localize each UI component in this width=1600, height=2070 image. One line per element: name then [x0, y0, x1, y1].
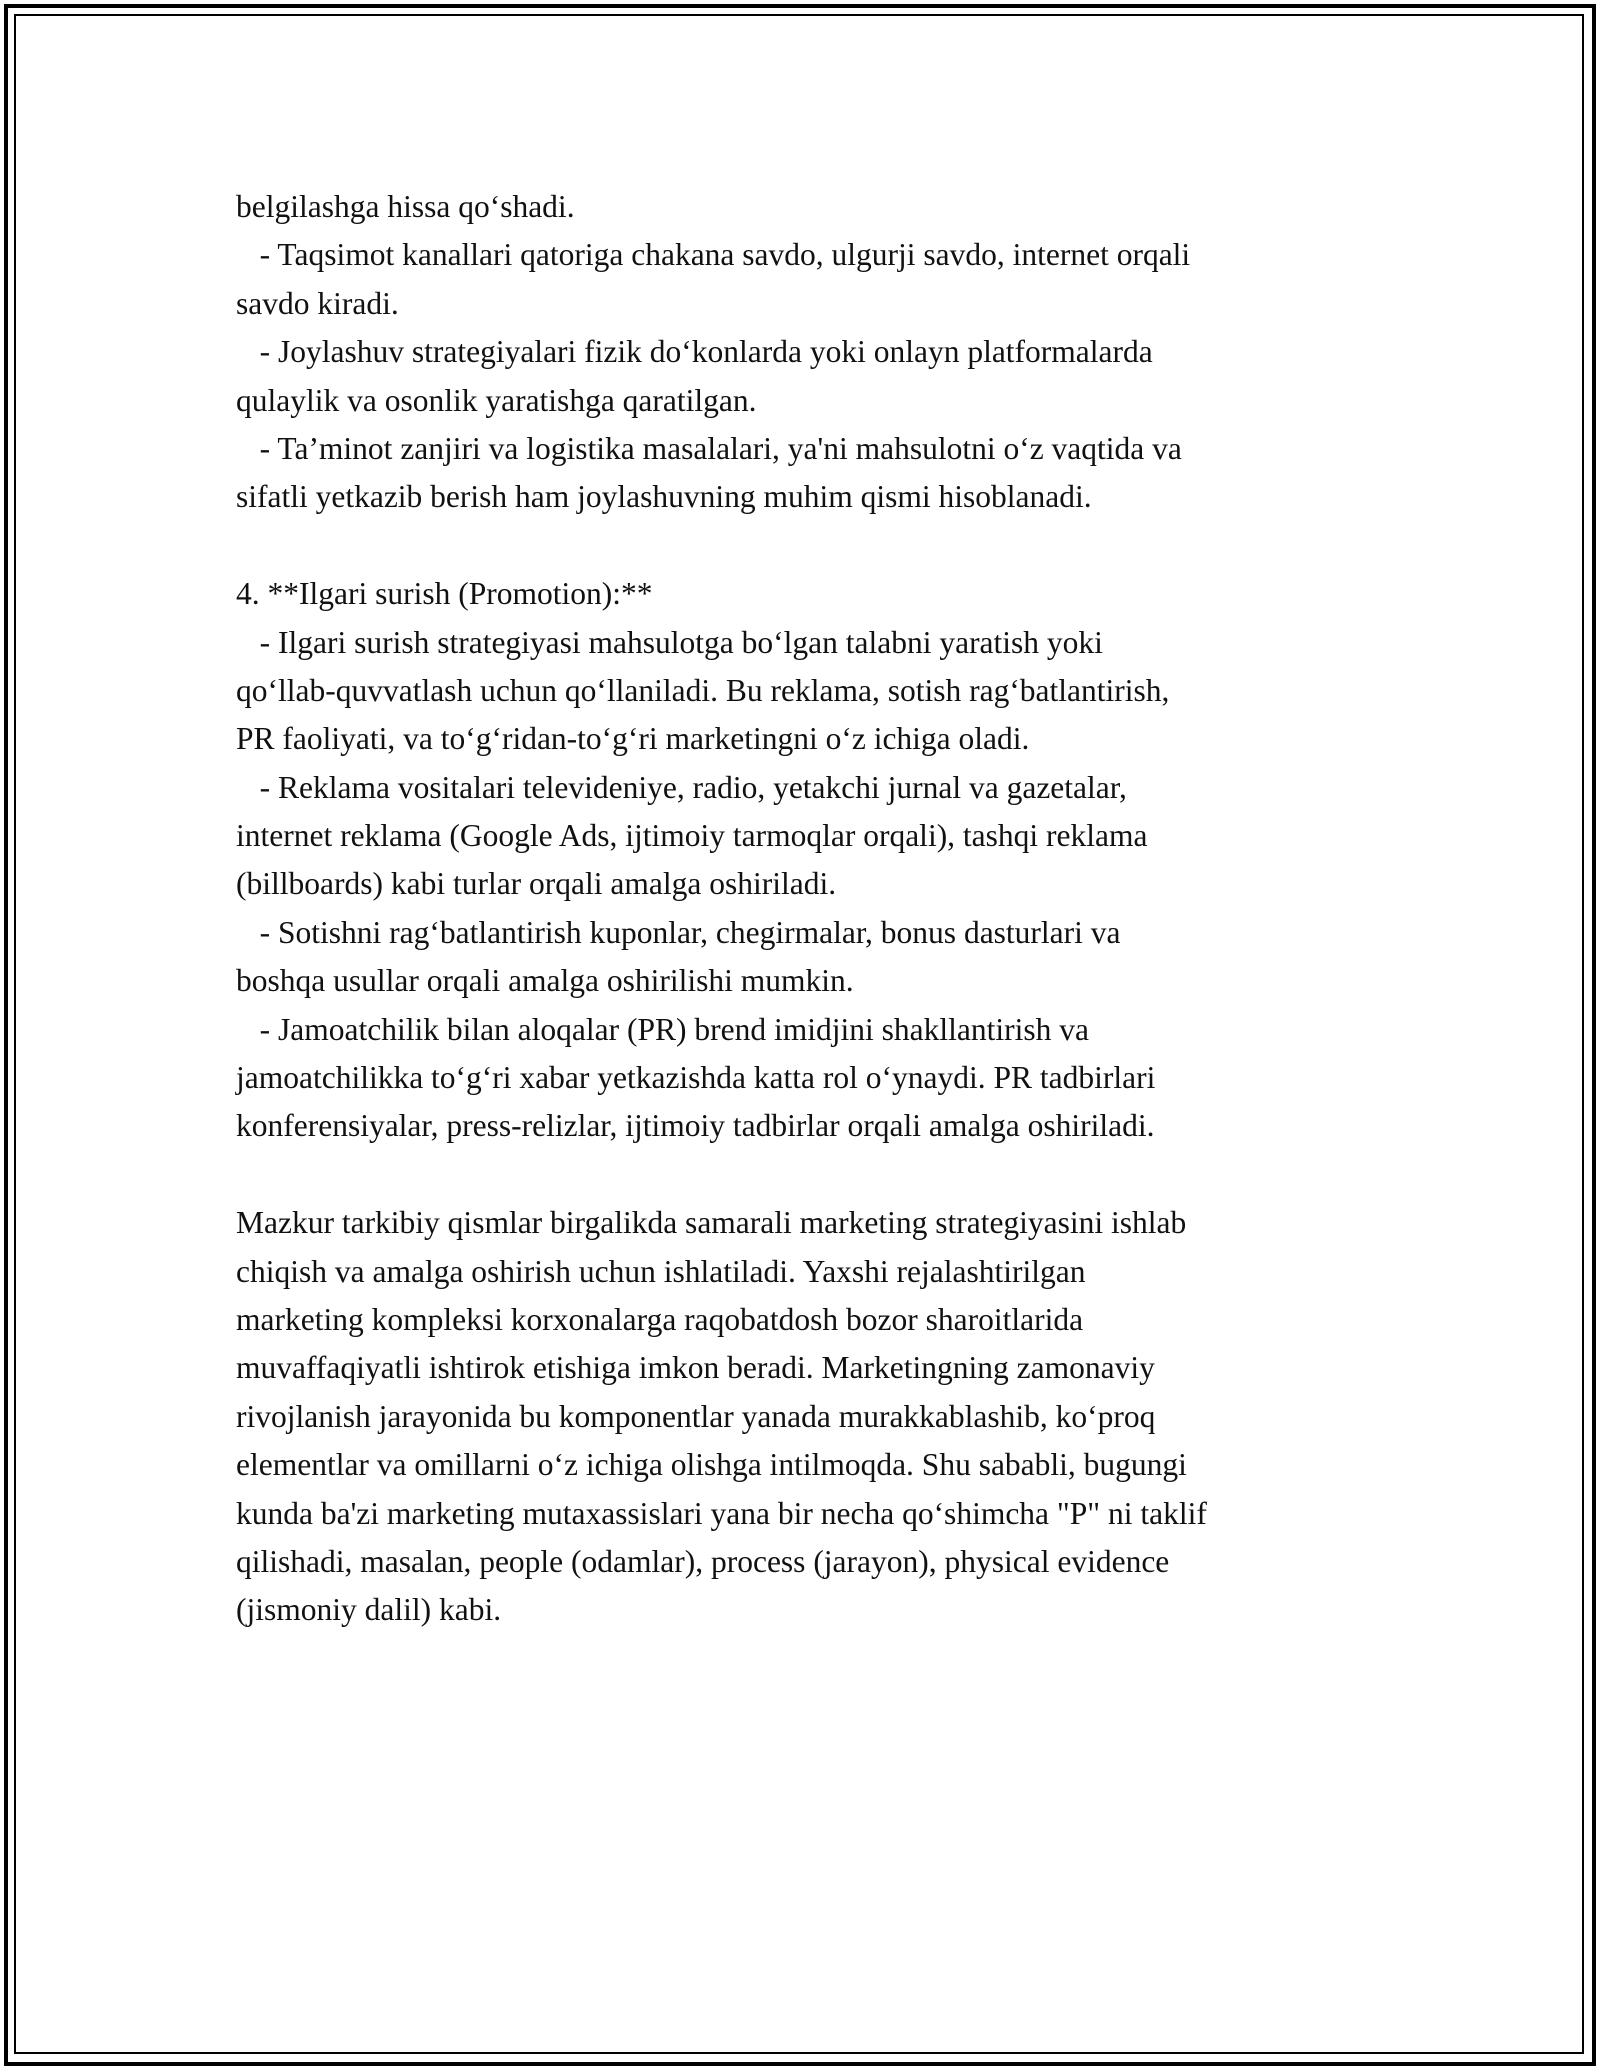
text-line: - Jamoatchilik bilan aloqalar (PR) brend imidjini shakllantirish va	[236, 1011, 1089, 1047]
text-line: - Ilgari surish strategiyasi mahsulotga bo‘lgan talabni yaratish yoki	[236, 624, 1103, 660]
text-line: boshqa usullar orqali amalga oshirilishi mumkin.	[236, 963, 854, 999]
text-line: - Sotishni rag‘batlantirish kuponlar, chegirmalar, bonus dasturlari va	[236, 914, 1121, 950]
text-line: rivojlanish jarayonida bu komponentlar yanada murakkablashib, ko‘proq	[236, 1398, 1156, 1434]
text-line: chiqish va amalga oshirish uchun ishlatiladi. Yaxshi rejalashtirilgan	[236, 1253, 1086, 1289]
text-line: qilishadi, masalan, people (odamlar), process (jarayon), physical evidence	[236, 1543, 1170, 1579]
text-line: - Taqsimot kanallari qatoriga chakana savdo, ulgurji savdo, internet orqali	[236, 237, 1191, 273]
paragraph-conclusion	[236, 1199, 1376, 1635]
text-line: jamoatchilikka to‘g‘ri xabar yetkazishda katta rol o‘ynaydi. PR tadbirlari	[236, 1060, 1156, 1096]
paragraph-place-continuation	[236, 183, 1376, 522]
text-line: qo‘llab-quvvatlash uchun qo‘llaniladi. Bu reklama, sotish rag‘batlantirish,	[236, 672, 1170, 708]
text-line: muvaffaqiyatli ishtirok etishiga imkon beradi. Marketingning zamonaviy	[236, 1350, 1155, 1386]
text-line: - Reklama vositalari televideniye, radio, yetakchi jurnal va gazetalar,	[236, 769, 1127, 805]
text-line: (billboards) kabi turlar orqali amalga oshiriladi.	[236, 866, 837, 902]
text-line: kunda ba'zi marketing mutaxassislari yana bir necha qo‘shimcha "P" ni taklif	[236, 1495, 1207, 1531]
text-line: - Ta’minot zanjiri va logistika masalalari, ya'ni mahsulotni o‘z vaqtida va	[236, 430, 1182, 466]
text-line: marketing kompleksi korxonalarga raqobatdosh bozor sharoitlarida	[236, 1301, 1084, 1337]
text-line: Mazkur tarkibiy qismlar birgalikda samarali marketing strategiyasini ishlab	[236, 1205, 1187, 1241]
text-line: PR faoliyati, va to‘g‘ridan-to‘g‘ri marketingni o‘z ichiga oladi.	[236, 721, 1030, 757]
text-line: - Joylashuv strategiyalari fizik do‘konlarda yoki onlayn platformalarda	[236, 334, 1153, 370]
text-line: qulaylik va osonlik yaratishga qaratilgan.	[236, 382, 757, 418]
text-line: belgilashga hissa qo‘shadi.	[236, 189, 575, 224]
text-line: konferensiyalar, press-relizlar, ijtimoiy tadbirlar orqali amalga oshiriladi.	[236, 1108, 1155, 1144]
section-promotion	[236, 570, 1376, 1151]
text-line: sifatli yetkazib berish ham joylashuvning muhim qismi hisoblanadi.	[236, 479, 1092, 515]
paragraph-gap	[236, 1151, 1376, 1199]
text-line: elementlar va omillarni o‘z ichiga olishga intilmoqda. Shu sababli, bugungi	[236, 1447, 1187, 1483]
section-heading: 4. **Ilgari surish (Promotion):**	[236, 576, 653, 612]
text-line: internet reklama (Google Ads, ijtimoiy tarmoqlar orqali), tashqi reklama	[236, 818, 1148, 854]
text-line: (jismoniy dalil) kabi.	[236, 1592, 502, 1628]
document-body	[236, 183, 1376, 1635]
text-line: savdo kiradi.	[236, 285, 399, 321]
paragraph-gap	[236, 522, 1376, 570]
